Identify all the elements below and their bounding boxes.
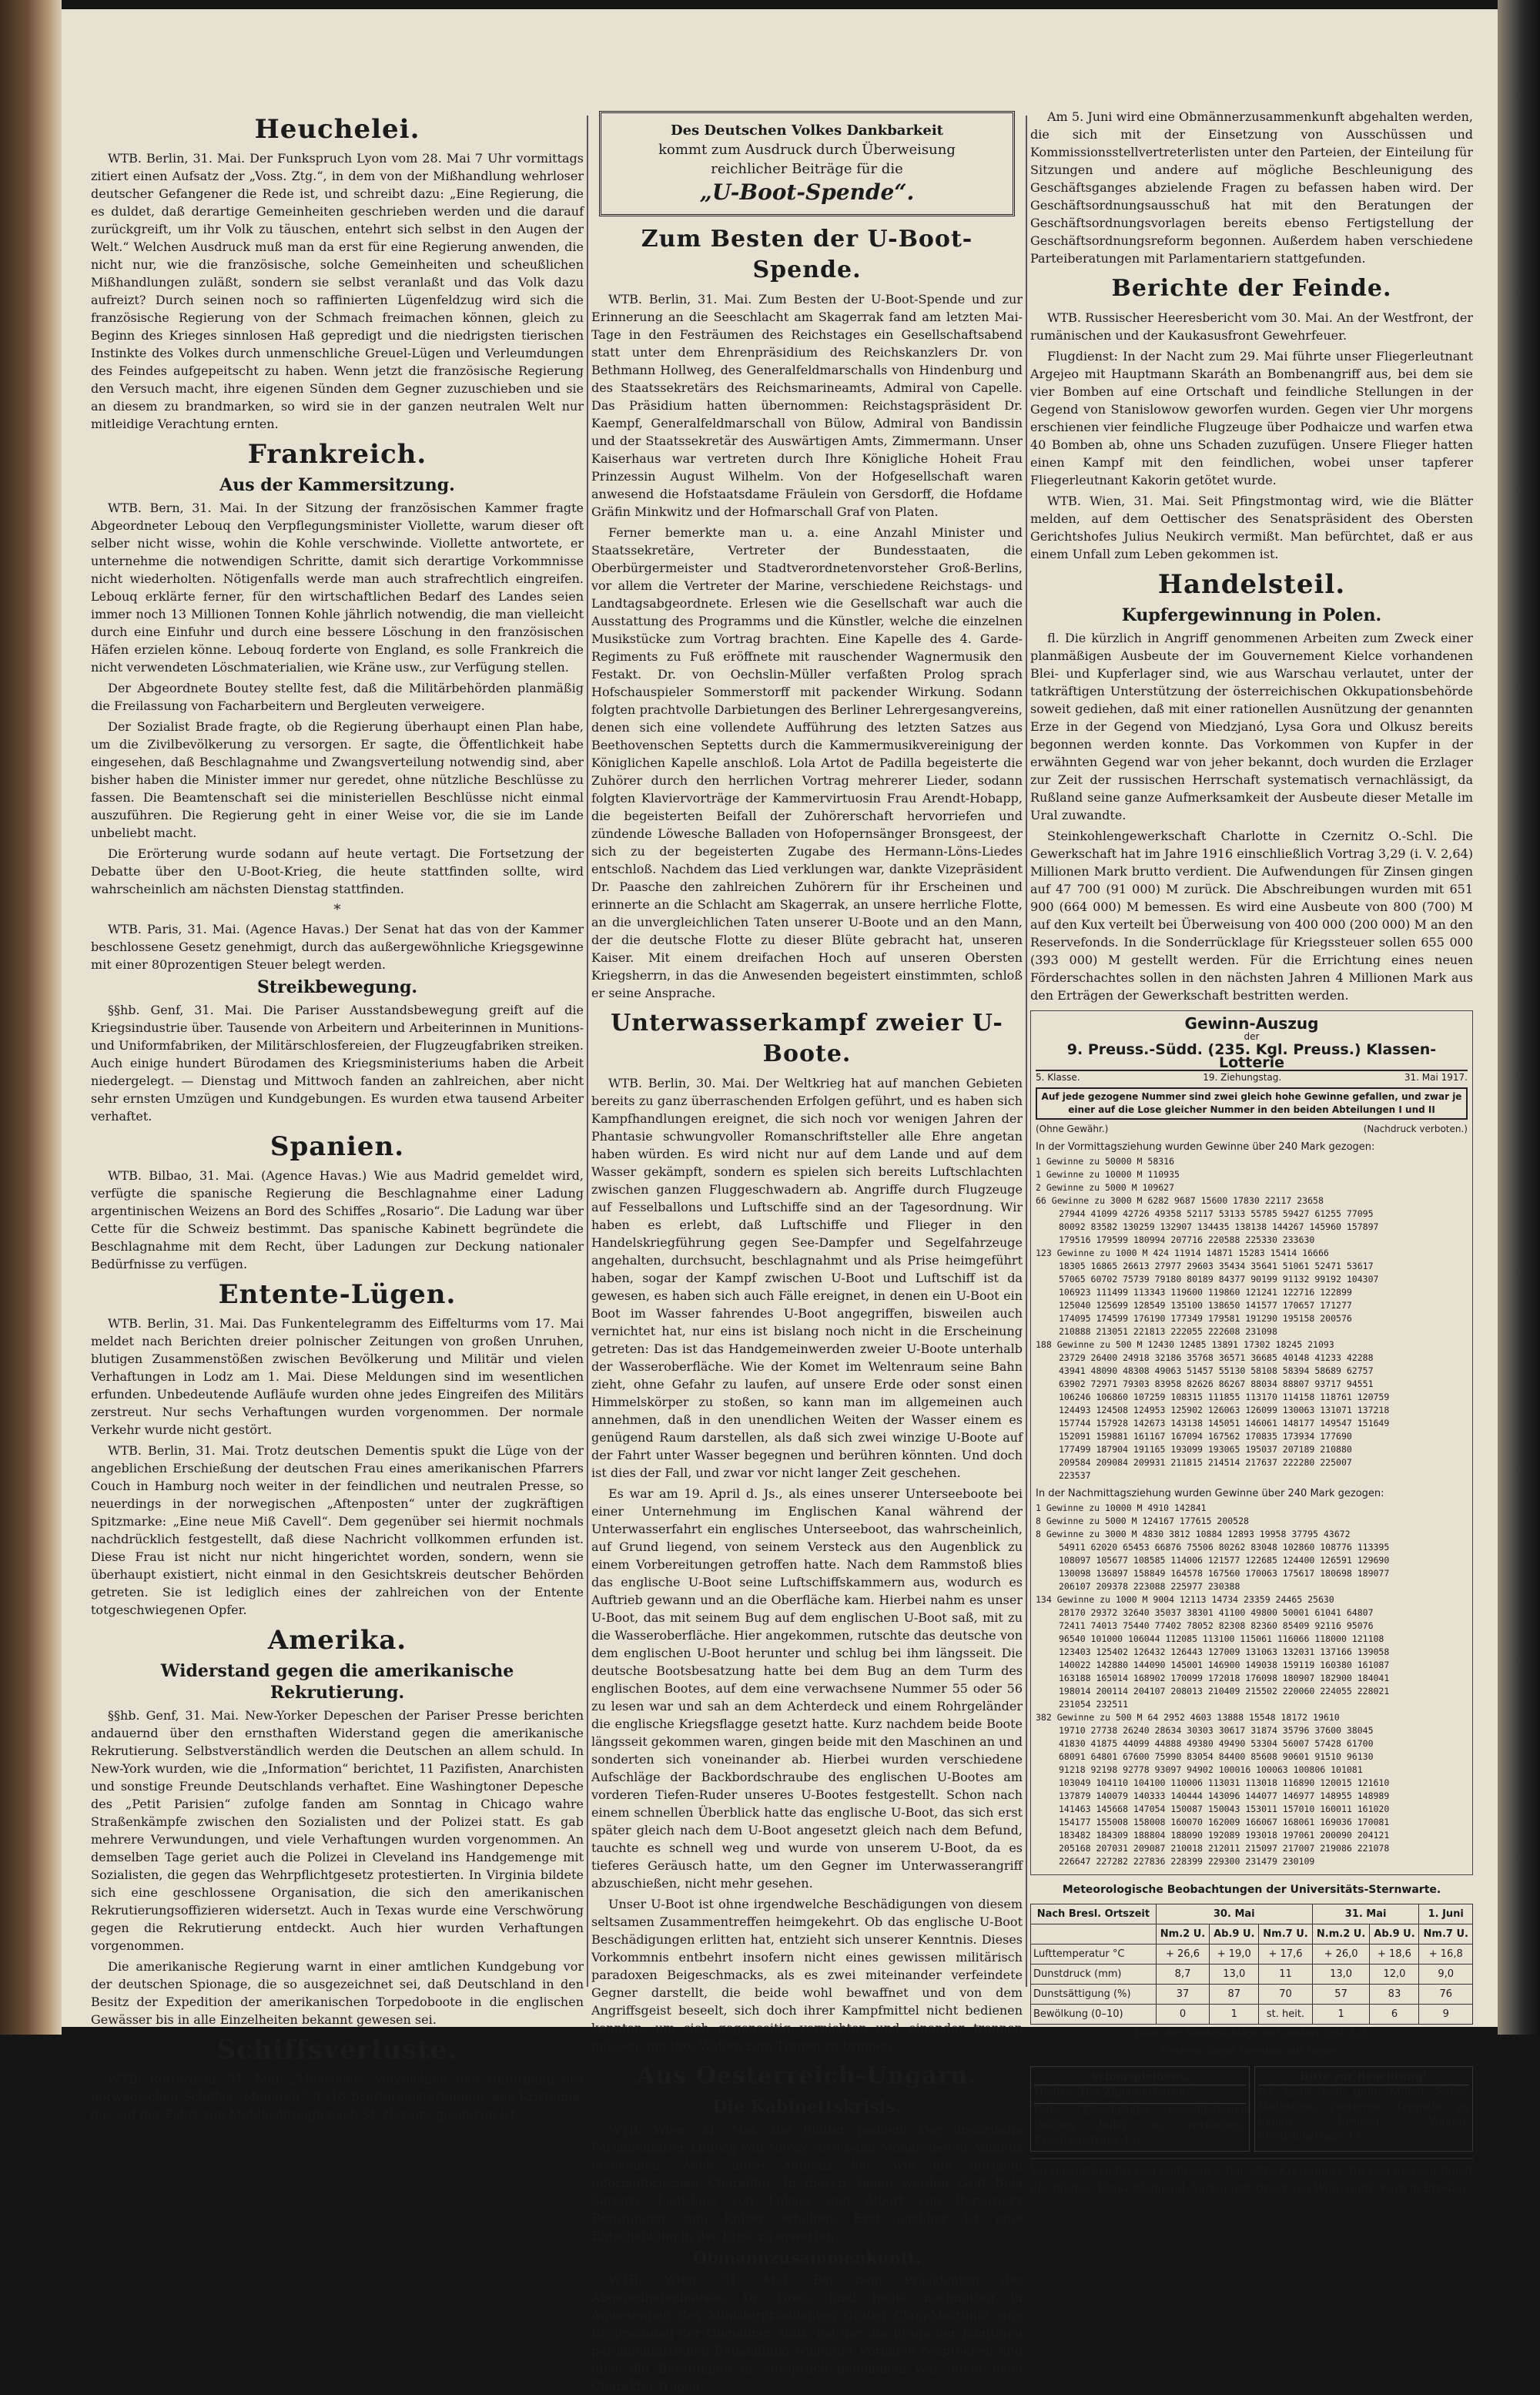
lottery-line: 27944 41099 42726 49358 52117 53133 55785 59427 61255 77095 xyxy=(1059,1208,1374,1219)
article-steinkohle: Steinkohlengewerkschaft Charlotte in Czernitz O.-Schl. Die Gewerkschaft hat im Jahre 1916 einschließlich Vortrag 3,29 (i. V. 2,64) Millionen Mark brutto verdient. Die Aufwendungen für Zinsen gingen auf 47 700 (91 000) M zurück. Die Abschreibungen wurden mit 651 900 (664 000) M bemessen. Es wird eine Ausbeute von 800 (700) M auf den Kux verteilt bei Überweisung von 400 000 (200 000) M an den Reservefonds. In die Sonderrücklage für Kriegssteuer sollen 655 000 (393 000) M gestellt werden. Für die Errichtung eines neuen Förderschachtes sollen in den nächsten Jahren 4 Millionen Mark aus den Erträgen der Gewerkschaft bestritten werden. xyxy=(1030,829,1473,1003)
article-entente-1: WTB. Berlin, 31. Mai. Das Funkentelegramm des Eiffelturms vom 17. Mai meldet nach Berichten dreier polnischer Zeitungen von großen Unruhen, blutigen Zusammenstößen zwischen Bevölkerung und Militär und vielen Verhaftungen in Lodz am 1. Mai. Diese Meldungen sind im wesentlichen erfunden. Unbedeutende Aufläufe wurden ohne jedes Eingreifen des Militärs zerstreut. Nur sechs Verhaftungen wurden vorgenommen. Der normale Verkehr wurde nicht gestört. xyxy=(91,1316,584,1437)
heading-heuchelei: Heuchelei. xyxy=(254,114,420,145)
weather-cell: 0 xyxy=(1156,2005,1209,2025)
weather-cell: 11 xyxy=(1259,1965,1312,1985)
ad-beachtung xyxy=(1254,2066,1474,2152)
lottery-line: 134 Gewinne zu 1000 M 9004 12113 14734 23359 24465 25630 xyxy=(1036,1594,1334,1605)
lottery-line: 1 Gewinne zu 10000 M 4910 142841 xyxy=(1036,1502,1207,1513)
ad-beachtung-body: Ich kaufe jede gebr. Möbel, Sofas, Matratzen, Portièren, Teppiche zu hohen Preisen. Wahler, Friedrichstraße 17. xyxy=(1257,2086,1469,2142)
weather-cell: 13,0 xyxy=(1312,1965,1370,1985)
heading-schiffsverluste: Schiffsverluste. xyxy=(216,2035,458,2065)
article-berichte-2: Flugdienst: In der Nacht zum 29. Mai führte unser Fliegerleutnant Argejeo mit Hauptmann Skaráth an Bombenangriff aus, bei dem sie vier Bomben auf eine Ortschaft und feindliche Stellungen in der Gegend von Stanislowow geworfen wurden. Gegen vier Uhr morgens erschienen vier feindliche Flugzeuge über Podhaicze und warfen etwa 40 Bomben ab, ohne uns Schaden zuzufügen. Unsere Flieger hatten einen Kampf mit den feindlichen, wobei unser tapferer Fliegerleutnant Kakorin getötet wurde. xyxy=(1030,349,1473,487)
lottery-nachmittag-heading: In der Nachmittagsziehung wurden Gewinne über 240 Mark gezogen: xyxy=(1036,1488,1384,1499)
heading-oesterreich-ungarn: Aus Oesterreich-Ungarn. xyxy=(637,2062,977,2089)
lottery-line: 103049 104110 104100 110006 113031 113018 116890 120015 121610 xyxy=(1059,1777,1390,1788)
lottery-line: 28170 29372 32640 35037 38301 41100 49800 50001 61041 64807 xyxy=(1059,1607,1374,1618)
lottery-meta xyxy=(1036,1071,1468,1084)
lottery-der: der xyxy=(1244,1031,1260,1042)
column-left xyxy=(91,108,584,2122)
lottery-line: 163188 165014 168902 170099 172018 176098 180907 182900 184041 xyxy=(1059,1673,1390,1683)
article-amerika-1: §§hb. Genf, 31. Mai. New-Yorker Depeschen der Pariser Presse berichten andauernd über den ernsthaften Widerstand gegen die amerikanische Rekrutierung. Selbstverständlich werden die Deutschen an allem schuld. In New-York wurden, wie die „Information“ berichtet, 11 Pazifisten, Anarchisten und sonstige Freunde Deutschlands verhaftet. Eine Washingtoner Depesche des „Petit Parisien“ zufolge fanden am Sonntag in Chicago wahre Straßenkämpfe zwischen den Sozialisten und der Polizei statt. Es gab mehrere Verwundungen, und viele Verhaftungen wurden vorgenommen. An demselben Tage geriet auch die Polizei in Cleveland ins Handgemenge mit Sozialisten, die gegen das Wehrpflichtgesetz protestierten. In Virginia bildete sich eine geschlossene Organisation, die sich den amerikanischen Rekrutierungsoffizieren widersetzt. Auch in Texas wurde eine Verschwörung gegen die Rekrutierung entdeckt. Auch hier wurden Verhaftungen vorgenommen. xyxy=(91,1708,584,1953)
weather-head: 30. Mai xyxy=(1156,1904,1312,1924)
weather-cell: + 26,0 xyxy=(1312,1944,1370,1965)
weather-cell: 83 xyxy=(1370,1985,1419,2005)
article-spanien: WTB. Bilbao, 31. Mai. (Agence Havas.) Wie aus Madrid gemeldet wird, verfügte die spanische Regierung die Beschlagnahme einer Ladung argentinischen Weizens an Bord des Schiffes „Rosario“. Die Ladung war über Cette für die Schweiz bestimmt. Das spanische Kabinett begründete die Beschlagnahme mit dem Recht, über Ladungen zur Deckung nationaler Bedürfnisse zu verfügen. xyxy=(91,1168,584,1271)
subheading-kabinettskrisis: Die Kabinettskrisis. xyxy=(712,2097,902,2117)
weather-cell: 57 xyxy=(1312,1985,1370,2005)
weather-cell: 9,0 xyxy=(1419,1965,1473,1985)
lottery-line: 8 Gewinne zu 5000 M 124167 177615 200528 xyxy=(1036,1516,1249,1526)
lottery-line: 130098 136897 158849 164578 167560 170063 175617 180698 189077 xyxy=(1059,1568,1390,1579)
weather-head: 31. Mai xyxy=(1312,1904,1419,1924)
lottery-line: 125040 125699 128549 135100 138650 141577 170657 171277 xyxy=(1059,1300,1352,1311)
heading-unterwasserkampf: Unterwasserkampf zweier U-Boote. xyxy=(611,1010,1003,1067)
lottery-line: 1 Gewinne zu 50000 M 58316 xyxy=(1036,1156,1175,1167)
lottery-line: 205168 207031 209087 210018 212011 215097 217007 219086 221078 xyxy=(1059,1843,1390,1854)
lottery-line: 96540 101000 106044 112085 113100 115061 116066 118000 121108 xyxy=(1059,1633,1384,1644)
weather-row xyxy=(1031,1944,1473,1965)
lottery-line: 108097 105677 108585 114006 121577 122685 124400 126591 129690 xyxy=(1059,1555,1390,1566)
weather-cell: + 16,8 xyxy=(1419,1944,1473,1965)
weather-gewitter: Gestern abend Gewitter mit Regen. xyxy=(1161,2045,1342,2057)
subheading-kupfergewinnung: Kupfergewinnung in Polen. xyxy=(1121,605,1382,625)
ad-schauspielhaus-title: Schauspielhaus. xyxy=(1034,2070,1246,2085)
article-kammer-4: Die Erörterung wurde sodann auf heute vertagt. Die Fortsetzung der Debatte über den U-Boot-Krieg, die heute stattfinden sollte, wird wahrscheinlich am nächsten Dienstag stattfinden. xyxy=(91,846,584,896)
weather-row xyxy=(1031,2005,1473,2025)
heading-zum-besten: Zum Besten der U-Boot-Spende. xyxy=(641,226,973,283)
lottery-line: 177499 187904 191165 193099 193065 195037 207189 210880 xyxy=(1059,1444,1352,1455)
weather-cell: 6 xyxy=(1370,2005,1419,2025)
weather-row-label: Bewölkung (0–10) xyxy=(1031,2005,1157,2025)
lottery-line: 63902 72971 79303 83958 82626 86267 88034 88807 93717 94551 xyxy=(1059,1378,1374,1389)
article-schiffsverluste: WTB. Rotterdam, 31. Mai. „Maasbode“ verzeichnet den Untergang des norwegischen Schiffes „Monarch“, 1318 Bruttoregistertonnen, aus Kristiania, das auf der Fahrt von Middlesbrough nach St. Nazaire gesunken ist. xyxy=(91,2072,584,2122)
weather-cell: 12,0 xyxy=(1370,1965,1419,1985)
article-entente-2: WTB. Berlin, 31. Mai. Trotz deutschen Dementis spukt die Lüge von der angeblichen Erschießung der deutschen Frau eines amerikanischen Pfarrers Couch in Hamburg noch weiter in der feindlichen und neutralen Presse, so neuerdings in der norwegischen „Aftenposten“ unter der zugkräftigen Spitzmarke: „Eine neue Miß Cavell“. Dem gegenüber sei hiermit nochmals nachdrücklich festgestellt, daß diese Nachricht vollkommen erfunden ist. Diese Frau ist nicht nur nicht hingerichtet worden, sondern, wenn sie überhaupt existiert, nicht einmal in den Gesichtskreis deutscher Behörden getreten. Sie ist lediglich eines der zahlreichen von der Entente totgeschwiegenen Opfer. xyxy=(91,1443,584,1617)
lottery-line: 57065 60702 75739 79180 80189 84377 90199 91132 99192 104307 xyxy=(1059,1274,1379,1285)
article-kammer-2: Der Abgeordnete Boutey stellte fest, daß die Militärbehörden planmäßig die Freilassung von Facharbeitern und Bergleuten verweigere. xyxy=(91,681,584,713)
lottery-line: 188 Gewinne zu 500 M 12430 12485 13891 17302 18245 21093 xyxy=(1036,1339,1334,1350)
lottery-line: 183482 184309 188804 188090 192089 193018 197061 200090 204121 xyxy=(1059,1830,1390,1841)
article-zum-besten-1: WTB. Berlin, 31. Mai. Zum Besten der U-Boot-Spende und zur Erinnerung an die Seeschlacht am Skagerrak fand am letzten Mai-Tage in den Festräumen des Reichstages ein Gesellschaftsabend statt unter dem Ehrenpräsidium des Reichskanzlers Dr. von Bethmann Hollweg, des Generalfeldmarschalls von Hindenburg und des Staatssekretärs des Reichsmarineamts, Admiral von Capelle. Das Präsidium hatten übernommen: Reichstagspräsident Dr. Kaempf, Generalfeldmarschall von Bülow, Admiral von Bandissin und der Staatssekretär des Auswärtigen Amts, Zimmermann. Unser Kaiserhaus war vertreten durch Ihre Königliche Hoheit Frau Prinzessin August Wilhelm. Von der Hofgesellschaft waren anwesend die Hofstaatsdame Fräulein von Gersdorff, die Hofdame Gräfin Minkwitz und der Hofmarschall Graf von Platen. xyxy=(591,292,1023,519)
lottery-line: 210888 213051 221813 222055 222608 231098 xyxy=(1059,1326,1277,1337)
lottery-name: 9. Preuss.-Südd. (235. Kgl. Preuss.) Klassen-Lotterie xyxy=(1036,1043,1468,1071)
weather-cell: 87 xyxy=(1210,1985,1259,2005)
weather-row xyxy=(1031,1985,1473,2005)
heading-entente-luegen: Entente-Lügen. xyxy=(218,1279,457,1310)
lottery-line: 123403 125402 126432 126443 127009 131063 132031 137166 139058 xyxy=(1059,1646,1390,1657)
ad-schauspielhaus xyxy=(1030,2066,1250,2152)
article-kammer-3: Der Sozialist Brade fragte, ob die Regierung überhaupt einen Plan habe, um die Zivilbevölkerung zu versorgen. Er sagte, die Öffentlichkeit habe eingesehen, daß Beschlagnahme und Zwangsverteilung notwendig sind, aber bisher haben die Minister immer nur geredet, ohne nützliche Beschlüsse zu fassen. Die Beamtenschaft sei die ministeriellen Beschlüsse nicht einmal auszuführen. Die Regierung geht in einer Weise vor, die sie im Lande unbeliebt macht. xyxy=(91,719,584,840)
weather-body xyxy=(1031,1944,1473,2025)
weather-head: Nach Bresl. Ortszeit xyxy=(1031,1904,1157,1924)
lottery-notice: Auf jede gezogene Nummer sind zwei gleich hohe Gewinne gefallen, und zwar je einer auf die Lose gleicher Nummer in den beiden Abteilungen I und II xyxy=(1036,1087,1468,1120)
weather-row-label: Lufttemperatur °C xyxy=(1031,1944,1157,1965)
article-berichte-1: WTB. Russischer Heeresbericht vom 30. Mai. An der Westfront, der rumänischen und der Kaukasusfront Gewehrfeuer. xyxy=(1030,310,1473,343)
heading-spanien: Spanien. xyxy=(270,1131,405,1162)
lottery-nachdruck: (Nachdruck verboten.) xyxy=(1363,1124,1468,1134)
lottery-line: 226647 227282 227836 228399 229300 231479 230109 xyxy=(1059,1856,1315,1867)
lottery-line: 106923 111499 113343 119600 119860 121241 122716 122899 xyxy=(1059,1287,1352,1298)
article-obmann: WTB. Wien, 31. Mai. Bei dem Präsidenten des Abgeordnetenhauses, Dr. Groß, fand heute nachmittag in Anwesenheit des Ministerpräsidenten Grafen Clam-Martinitz eine Besprechung der Obmänner statt, bei der die Frage der künftigen parlamentarischen Behandlung wichtiger Vorlagen besprochen und über die Beratungen in Ausspruch genommen war, nicht neue Charakter tragen. xyxy=(591,2273,1023,2393)
article-wien-obmaenner: Am 5. Juni wird eine Obmännerzusammenkunft abgehalten werden, die sich mit der Einsetzung von Ausschüssen und Kommissionsstellvertreterlisten unter den Parteien, der Einteilung für Sitzungen und andere auf mögliche Beschleunigung des Geschäftsganges abzielende Fragen zu befassen haben wird. Der Geschäftsordnungsausschuß hat mit den Beratungen der Geschäftsordnungsvorlagen bereits ebenso Fertigstellung der Geschäftsordnungsreform begonnen. Außerdem haben verschiedene Parteiberatungen mit Parlamentariern stattgefunden. xyxy=(1030,109,1473,266)
ad-eisschraenke: Gebr. Eisschränke verschiedener Größen billig zu verkaufen. Friedrichstraße 17. xyxy=(1034,2105,1246,2146)
weather-cell: 13,0 xyxy=(1210,1965,1259,1985)
column-rule-1 xyxy=(587,116,588,1987)
subheading-obmann: Obmannzusammenkunft. xyxy=(692,2248,922,2267)
article-berichte-3: WTB. Wien, 31. Mai. Seit Pfingstmontag wird, wie die Blätter melden, auf dem Oettischer des Senatspräsident des Obersten Gerichtshofes Julius Neukirch vermißt. Man befürchtet, daß er aus einem Unfall zum Leben gekommen ist. xyxy=(1030,494,1473,561)
lottery-line: 179516 179599 180994 207716 220588 225330 233630 xyxy=(1059,1234,1315,1245)
lottery-line: 66 Gewinne zu 3000 M 6282 9687 15600 17830 22117 23658 xyxy=(1036,1195,1324,1206)
ads-row xyxy=(1030,2066,1473,2152)
article-unterwasser-1: WTB. Berlin, 30. Mai. Der Weltkrieg hat auf manchen Gebieten bereits zu ganz überraschenden Erfolgen geführt, und es haben sich Kampfhandlungen ereignet, die sich noch vor wenigen Jahren der Phantasie schwungvoller Romanschriftsteller alle Ehre angetan haben würden. Es wird nicht nur auf dem Lande und auf dem Wasser gekämpft, sondern es spielen sich bereits Luftschlachten zwischen ganzen Fluggeschwadern ab. Angriffe durch Flugzeuge auf Fesselballons und Luftschiffe sind an der Tagesordnung. Wir haben es erlebt, daß Luftschiffe und Flieger in den Handelskriegführung gegen See-Dampfer und Segelfahrzeuge angehalten, durchsucht, beschlagnahmt und als Prise heimgeführt haben, sogar der Kampf zwischen U-Boot und Luftschiff ist da gewesen, es haben sich auch Fälle ereignet, in denen ein U-Boot ein Boot im Wasser fahrendes U-Boot angegriffen, bisweilen auch vernichtet hat, nur eins ist bislang noch nicht in die Erscheinung getreten: Das ist das Handgemeinwerden zweier U-Boote unterhalb der Wasseroberfläche. Wie der Komet im Weltenraum seine Bahn zieht, ohne Gefahr zu laufen, auf unsere Erde oder sonst einen Himmelskörper zu stoßen, so kann man im allgemeinen auch annehmen, daß in den unendlichen Weiten der Wasser einem es genügend Raum darstellen, als daß sich zwei winzige U-Boote auf der Fahrt unter Wasser begegnen und berühren könnten. Und doch ist dies der Fall, und zwar vor nicht langer Zeit geschehen. xyxy=(591,1076,1023,1480)
lottery-line: 154177 155008 158008 160070 162009 166067 168061 169036 170081 xyxy=(1059,1817,1390,1827)
separator-star: * xyxy=(333,902,341,918)
weather-row xyxy=(1031,1965,1473,1985)
column-middle xyxy=(591,108,1023,2393)
lottery-disclaimer xyxy=(1036,1123,1468,1136)
weather-cell: 1 xyxy=(1312,2005,1370,2025)
lottery-line: 1 Gewinne zu 10000 M 110935 xyxy=(1036,1169,1180,1180)
lottery-line: 137879 140079 140333 140444 143096 144077 146977 148955 148989 xyxy=(1059,1790,1390,1801)
lottery-line: 209584 209084 209931 211815 214514 217637 222280 225007 xyxy=(1059,1457,1352,1468)
article-unterwasser-2: Es war am 19. April d. Js., als eines unserer Unterseeboote bei einer Unternehmung im Englischen Kanal während der Unterwasserfahrt ein englisches Unterseeboot, das wahrscheinlich, auf Grund liegend, von seinem Versteck aus den Augenblick zu einem Vorbereitungen getroffen hatte. Nach dem Rammstoß blies das englische U-Boot seine Luftschiffskammern aus, wodurch es Auftrieb gewann und an die Oberfläche kam. Hierbei nahm es unser U-Boot, das mit seinem Bug auf dem englischen U-Boot saß, mit zu die Wasseroberfläche. Hier angekommen, rutschte das deutsche von dem englischen U-Boot herunter und schlug bei ihm längsseit. Die deutsche Bootsbesatzung hatte bei dem Bug an dem Turm des englischen Bootes, auf dem eine verwachsene Nummer 55 oder 56 zu lesen war und sah an dem Achterdeck und einem Rohrgeländer die englische Kriegsflagge gesetzt hatte. Kurz nachdem beide Boote längsseit gekommen waren, gingen beide mit den Maschinen an und sonderten sich voneinander ab. Hierbei wurden verschiedene Aufschläge der Backbordschraube des englischen U-Bootes am vorderen Tiefen-Ruder unseres U-Bootes festgestellt. Schon nach einem schnellen Überblick hatte das englische U-Boot, das sich erst später gleich nach dem U-Boot angesetzt gleich nach dem Befund, tauchte es schnell weg und wurde von unserem U-Boot, da es tieferes Geräusch hatte, um den Gegner im Unterwasserangriff abzuschießen, nicht mehr gesehen. xyxy=(591,1486,1023,1891)
weather-cell: + 26,6 xyxy=(1156,1944,1209,1965)
box-line-1: Des Deutschen Volkes Dankbarkeit xyxy=(670,122,944,139)
lottery-klasse: 5. Klasse. xyxy=(1036,1072,1080,1083)
weather-cell: 37 xyxy=(1156,1985,1209,2005)
weather-head: 1. Juni xyxy=(1419,1904,1473,1924)
weather-cell: + 18,6 xyxy=(1370,1944,1419,1965)
lottery-line: 19710 27738 26240 28634 30303 30617 31874 35796 37600 38045 xyxy=(1059,1725,1374,1736)
article-zum-besten-2: Ferner bemerkte man u. a. eine Anzahl Minister und Staatssekretäre, Vertreter der Bundesstaaten, die Oberbürgermeister und Stadtverordnetenvorsteher Groß-Berlins, vor allem die Vertreter der Marine, verschiedene Reichstags- und Landtagsabgeordnete. Erlesen wie die Gesellschaft war auch die Ausstattung des Programms und die Künstler, welche die einzelnen Musikstücke zum Vortrag brachten. Eine Kapelle des 4. Garde-Regiments zu Fuß eröffnete mit rauschender Wagnermusik den Festakt. Dr. von Oechslin-Müller verfaßten Prolog sprach Hofschauspieler Sommerstorff mit packender Wirkung. Sodann folgten prachtvolle Darbietungen des Berliner Lehrergesangvereins, denen sich eine vollendete Aufführung des letzten Satzes aus Beethovenschen Septetts durch die Kammermusikvereinigung der Königlichen Kapelle anschloß. Lola Artot de Padilla begeisterte die Zuhörer durch den herrlichen Vortrag mehrerer Lieder, sodann folgten Klaviervorträge der Kammervirtuosin Frau Arendt-Hobapp, die begeisterten Beifall der Zuhörerschaft hervorriefen und zündende Löwesche Balladen von Hofopernsänger Bronsgeest, der sich zu der begeisterten Zugabe des Hermann-Löns-Liedes entschloß. Nachdem das Lied verklungen war, dankte Vizepräsident Dr. Paasche den zahlreichen Zuhörern für ihr Erscheinen und erinnerte an die Schlacht am Skagerrak, an unsere herrliche Flotte, an die unvergleichlichen Taten unserer U-Boote und an den Mann, der die deutsche Flotte zu dieser Blüte gebracht hat, unseren Kaiser. Mit einem dreifachen Hoch auf unseren Obersten Kriegsherrn, in das die Anwesenden begeistert einstimmten, schloß er seine Ansprache. xyxy=(591,525,1023,1000)
lottery-line: 223537 xyxy=(1059,1470,1091,1481)
box-line-4: „U-Boot-Spende“. xyxy=(699,179,915,205)
ad-beachtung-title: Bitte zur Beachtung! xyxy=(1258,2070,1470,2085)
weather-sub: N.m.2 U. xyxy=(1312,1924,1370,1944)
lottery-line: 68091 64801 67600 75990 83054 84400 85608 90601 91510 96130 xyxy=(1059,1751,1374,1762)
weather-cell: + 17,6 xyxy=(1259,1944,1312,1965)
weather-cell: 76 xyxy=(1419,1985,1473,2005)
column-right xyxy=(1030,108,1473,2195)
weather-cell: 8,7 xyxy=(1156,1965,1209,1985)
heading-frankreich: Frankreich. xyxy=(247,439,427,470)
lottery-line: 54911 62020 65453 66876 75506 80262 83048 102860 108776 113395 xyxy=(1059,1542,1390,1553)
lottery-nachmittag-list xyxy=(1036,1502,1468,1868)
lottery-line: 206107 209378 223088 225977 230388 xyxy=(1059,1581,1240,1592)
box-line-2: kommt zum Ausdruck durch Überweisung xyxy=(658,142,956,158)
heading-amerika: Amerika. xyxy=(267,1625,407,1656)
lottery-ziehungstag: 19. Ziehungstag. xyxy=(1203,1072,1282,1083)
lottery-line: 140022 142880 144090 145001 146900 149038 159119 160380 161087 xyxy=(1059,1660,1390,1670)
lottery-line: 18305 16865 26613 27977 29603 35434 35641 51061 52471 53617 xyxy=(1059,1261,1374,1271)
lottery-line: 124493 124508 124953 125902 126063 126099 130063 131071 137218 xyxy=(1059,1405,1390,1415)
heading-berichte-feinde: Berichte der Feinde. xyxy=(1111,275,1392,302)
subheading-streikbewegung: Streikbewegung. xyxy=(257,977,417,997)
article-heuchelei: WTB. Berlin, 31. Mai. Der Funkspruch Lyon vom 28. Mai 7 Uhr vormittags zitiert einen Aufsatz der „Voss. Ztg.“, in dem von der Mißhandlung wehrloser deutscher Gefangener die Rede ist, und schreibt dazu: „Eine Regierung, die es duldet, daß derartige Gemeinheiten geschrieben werden und die darauf zurückgreift, um ihr Volk zu täuschen, entehrt sich selbst in den Augen der Welt.“ Welchen Ausdruck muß man da erst für eine Regierung anwenden, die nicht nur, wie die französische, solche Gemeinheiten und scheußlichen Mißhandlungen zuläßt, sondern sie selbst veranlaßt und das Volk dazu aufreizt? Durch seinen noch so raffinierten Lügenfeldzug wird sich die französische Regierung von der Schmach freimachen können, gleich zu Beginn des Krieges sinnlosen Haß gepredigt und die niedrigsten tierischen Instinkte des Volkes durch unmenschliche Greuel-Lügen und Verleumdungen des Feindes aufgepeitscht zu haben. Wenn jetzt die französische Regierung den Versuch macht, ihre eigenen Sünden dem Gegner zuzuschieben und sie an diesem zu brandmarken, so wird sie in der ganzen neutralen Welt nur mitleidige Verachtung ernten. xyxy=(91,151,584,431)
lottery-line: 157744 157928 142673 143138 145051 146061 148177 149547 151649 xyxy=(1059,1418,1390,1429)
heading-handelsteil: Handelsteil. xyxy=(1157,569,1346,600)
article-unterwasser-3: Unser U-Boot ist ohne irgendwelche Beschädigungen von diesem seltsamen Zusammentreffen heimgekehrt. Ob das englische U-Boot Beschädigungen erlitten hat, entzieht sich unserer Kenntnis. Dieses Vorkommnis entbehrt insofern nicht eines gewissen militärisch paradoxen Beigeschmacks, als es zwei miteinander verfeindete Gegner darstellt, die beide wohl bewaffnet und von dem Angriffsgeist beseelt, sich doch ihrer Kampfmittel nicht bedienen konnten, um sich gegenseitig vernichten und einander trennen müssen, um ihre Waffen zum Tragen zu bringen. xyxy=(591,1897,1023,2053)
weather-cell: + 19,0 xyxy=(1210,1944,1259,1965)
lottery-line: 72411 74013 75440 77402 78052 82308 82360 85409 92116 95076 xyxy=(1059,1620,1374,1631)
lottery-line: 43941 48090 48308 49063 51457 55130 58108 58394 58689 62757 xyxy=(1059,1365,1374,1376)
weather-table xyxy=(1030,1904,1473,2025)
lottery-line: 2 Gewinne zu 5000 M 109627 xyxy=(1036,1182,1175,1193)
lottery-line: 198014 200114 204107 208013 210409 215502 220060 224055 228021 xyxy=(1059,1686,1390,1697)
imprint: Verantwortlich für den politischen Teil: Otto Kretschmer, für den übrigen Inhalt des Blattes: Franz Kleinpaul. Verlag und Druck von Wilh. Gottl. Korn in Breslau. xyxy=(1030,2158,1473,2198)
subheading-widerstand: Widerstand gegen die amerikanische Rekrutierung. xyxy=(160,1661,514,1703)
lottery-line: 141463 145668 147054 150087 150043 153011 157010 160011 161020 xyxy=(1059,1804,1390,1814)
lottery-line: 174095 174599 176190 177349 179581 191290 195158 200576 xyxy=(1059,1313,1352,1324)
lottery-vormittag-heading: In der Vormittagsziehung wurden Gewinne über 240 Mark gezogen: xyxy=(1036,1141,1375,1153)
lottery-line: 123 Gewinne zu 1000 M 424 11914 14871 15283 15414 16666 xyxy=(1036,1248,1329,1258)
article-kammer-1: WTB. Bern, 31. Mai. In der Sitzung der französischen Kammer fragte Abgeordneter Lebouq den Verpflegungsminister Viollette, warum dieser oft selber nicht wisse, wohin die Kohle verschwinde. Viollette antwortete, er unternehme die notwendigen Schritte, damit sich derartige Vorkommnisse nicht wiederholten. Nötigenfalls werde man auch strafrechtlich eingreifen. Lebouq erklärte ferner, für den wirtschaftlichen Bedarf des Landes seien immer noch 13 Millionen Tonnen Kohle jährlich notwendig, die man vielleicht durch eine Einfuhr und durch eine bessere Löschung in den französischen Häfen erzielen könne. Lebouq forderte von England, es solle Frankreich die nicht verwendeten Löschmaterialien, wie Kräne usw., zur Verfügung stellen. xyxy=(91,501,584,675)
u-boot-spende-box xyxy=(599,111,1015,216)
weather-row-label: Dunstdruck (mm) xyxy=(1031,1965,1157,1985)
page-edge-shadow xyxy=(1498,0,1540,2035)
lottery-line: 91218 92198 92778 93097 94902 100016 100063 100806 101081 xyxy=(1059,1764,1363,1775)
subheading-kammersitzung: Aus der Kammersitzung. xyxy=(219,475,455,495)
weather-sub: Nm.7 U. xyxy=(1259,1924,1312,1944)
weather-sub: Ab.9 U. xyxy=(1370,1924,1419,1944)
weather-sub: Nm.7 U. xyxy=(1419,1924,1473,1944)
article-kabinettskrisis: WTB. Wien, 31. Mai. Die Blätter melden: Der ungarische Parlamentarier Ludwig von Navay wird beim Monarchen in Audienz erscheinen. Auch diese Audienz hat, wie die übrigen, informatorischen Charakter. In diesen Tagen werden Graf Bela Serenyi, Ladislaus von Lukacs und Albert von Berzeviczy Berufungen zum Kaiser erhalten. Erst nachher ist eine Entscheidung in der Krise zu erwarten. xyxy=(591,2122,1023,2243)
article-amerika-2: Die amerikanische Regierung warnt in einer amtlichen Kundgebung vor der deutschen Spionage, die so ausgezeichnet sei, daß Deutschland in den Besitz der Expedition der amerikanischen Torpedoboote in die englischen Gewässer bis in alle Einzelheiten bekannt gewesen sei. xyxy=(91,1959,584,2027)
weather-cell: 1 xyxy=(1210,2005,1259,2025)
weather-sub: Ab.9 U. xyxy=(1210,1924,1259,1944)
box-line-3: reichlicher Beiträge für die xyxy=(711,161,903,177)
weather-sub xyxy=(1031,1924,1157,1944)
lottery-line: 152091 159881 161167 167094 167562 170835 173934 177690 xyxy=(1059,1431,1352,1442)
lottery-line: 8 Gewinne zu 3000 M 4830 3812 10884 12893 19958 37795 43672 xyxy=(1036,1529,1351,1539)
lottery-line: 80092 83582 130259 132907 134435 138138 144267 145960 157897 xyxy=(1059,1221,1379,1232)
lottery-ohne-gewaehr: (Ohne Gewähr.) xyxy=(1036,1124,1109,1134)
article-streik: §§hb. Genf, 31. Mai. Die Pariser Ausstandsbewegung greift auf die Kriegsindustrie über. Tausende von Arbeitern und Arbeiterinnen in Munitions- und Uniformfabriken, der Militärschlosfereien, der Flugzeugfabriken streiken. Auch einige hundert Bürodamen des Kriegsministeriums haben die Arbeit niedergelegt. — Dienstag und Mittwoch fanden an zahlreichen, aber nicht sehr ernsten Umzügen und Kundgebungen. Es wurden etwa tausend Arbeiter verhaftet. xyxy=(91,1003,584,1124)
weather-regen: Höhe der Niederschläge seit gestern früh 1,0. xyxy=(1134,2028,1369,2039)
book-binding xyxy=(0,0,62,2035)
weather-cell: 70 xyxy=(1259,1985,1312,2005)
column-rule-2 xyxy=(1026,116,1027,1987)
lottery-line: 41830 41875 44099 44888 49380 49490 53304 56007 57428 61700 xyxy=(1059,1738,1374,1749)
lottery-datum: 31. Mai 1917. xyxy=(1404,1072,1468,1083)
lottery-vormittag-list xyxy=(1036,1155,1468,1482)
weather-sub-row xyxy=(1031,1924,1473,1944)
lottery-line: 23729 26400 24918 32186 35768 36571 36685 40148 41233 42288 xyxy=(1059,1352,1374,1363)
lottery-line: 106246 106860 107259 108315 111855 113170 114158 118761 120759 xyxy=(1059,1392,1390,1402)
weather-title: Meteorologische Beobachtungen der Universitäts-Sternwarte. xyxy=(1062,1884,1441,1896)
weather-cell: st. heit. xyxy=(1259,2005,1312,2025)
weather-sub: Nm.2 U. xyxy=(1156,1924,1209,1944)
ad-schauspielhaus-body: Heute: „Der Zigeunerbaron.“ xyxy=(1034,2086,1195,2099)
weather-head-row xyxy=(1031,1904,1473,1924)
lottery-results xyxy=(1030,1010,1473,1875)
lottery-line: 231054 232511 xyxy=(1059,1699,1129,1710)
lottery-line: 382 Gewinne zu 500 M 64 2952 4603 13888 15548 18172 19610 xyxy=(1036,1712,1340,1723)
article-paris: WTB. Paris, 31. Mai. (Agence Havas.) Der Senat hat das von der Kammer beschlossene Gesetz genehmigt, durch das außergewöhnliche Kriegsgewinne mit einer 80prozentigen Steuer belegt werden. xyxy=(91,922,584,972)
weather-row-label: Dunstsättigung (%) xyxy=(1031,1985,1157,2005)
article-kupfer: fl. Die kürzlich in Angriff genommenen Arbeiten zum Zweck einer planmäßigen Ausbeute der im Gouvernement Kielce vorhandenen Blei- und Kupferlager sind, wie aus Warschau verlautet, unter der tatkräftigen Unterstützung der österreichischen Okkupationsbehörde soweit gediehen, daß mit einer rationellen Ausnützung der genannten Erze in der Gegend von Miedzjanó, Lysa Gora und Olkusz bereits begonnen werden konnte. Das Vorkommen von Kupfer in der erwähnten Gegend war von jeher bekannt, doch wurden die Erzlager zur Zeit der russischen Herrschaft systematisch vernachlässigt, da Rußland seine ganze Aufmerksamkeit der Ausbeute dieser Metalle im Ural zuwandte. xyxy=(1030,631,1473,822)
weather-cell: 9 xyxy=(1419,2005,1473,2025)
lottery-title: Gewinn-Auszug xyxy=(1184,1014,1319,1033)
